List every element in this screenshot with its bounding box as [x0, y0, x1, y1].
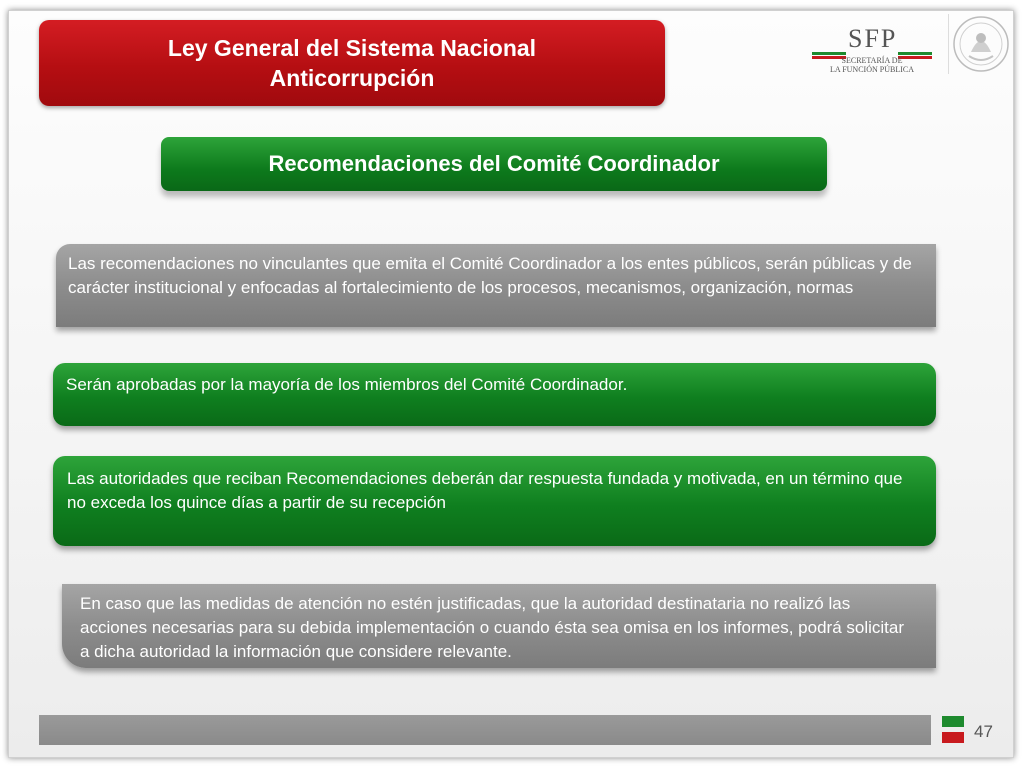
slide-title [39, 20, 665, 106]
info-box-justification: En caso que las medidas de atención no estén justificadas, que la autoridad destinataria no realizó las acciones necesarias para su debida implementación o cuando ésta sea omisa en los informes, podrá solicitar a dicha autoridad la información que considere relevante. [62, 584, 936, 668]
page-number: 47 [974, 722, 993, 741]
mexican-coat-of-arms-icon [948, 14, 1009, 74]
info-box-approval: Serán aprobadas por la mayoría de los miembros del Comité Coordinador. [53, 363, 936, 426]
sfp-logo-text: SFP [848, 24, 898, 53]
slide-title-line2: Anticorrupción [269, 65, 435, 91]
slide-title-line1: Ley General del Sistema Nacional [167, 35, 537, 61]
flag-green-stripe [942, 716, 964, 727]
info-box-response: Las autoridades que reciban Recomendaciones deberán dar respuesta fundada y motivada, en un término que no exceda los quince días a partir de su recepción [53, 456, 936, 546]
sfp-logo [812, 24, 932, 76]
section-subtitle: Recomendaciones del Comité Coordinador [161, 137, 827, 191]
sfp-logo-subtitle: SECRETARÍA DE LA FUNCIÓN PÚBLICA [829, 56, 914, 74]
flag-red-stripe [942, 732, 964, 743]
info-box-recommendations: Las recomendaciones no vinculantes que emita el Comité Coordinador a los entes públicos, serán públicas y de carácter institucional y enfocadas al fortalecimiento de los procesos, mecanismos, organización, normas [56, 244, 936, 327]
footer-bar [39, 715, 931, 745]
